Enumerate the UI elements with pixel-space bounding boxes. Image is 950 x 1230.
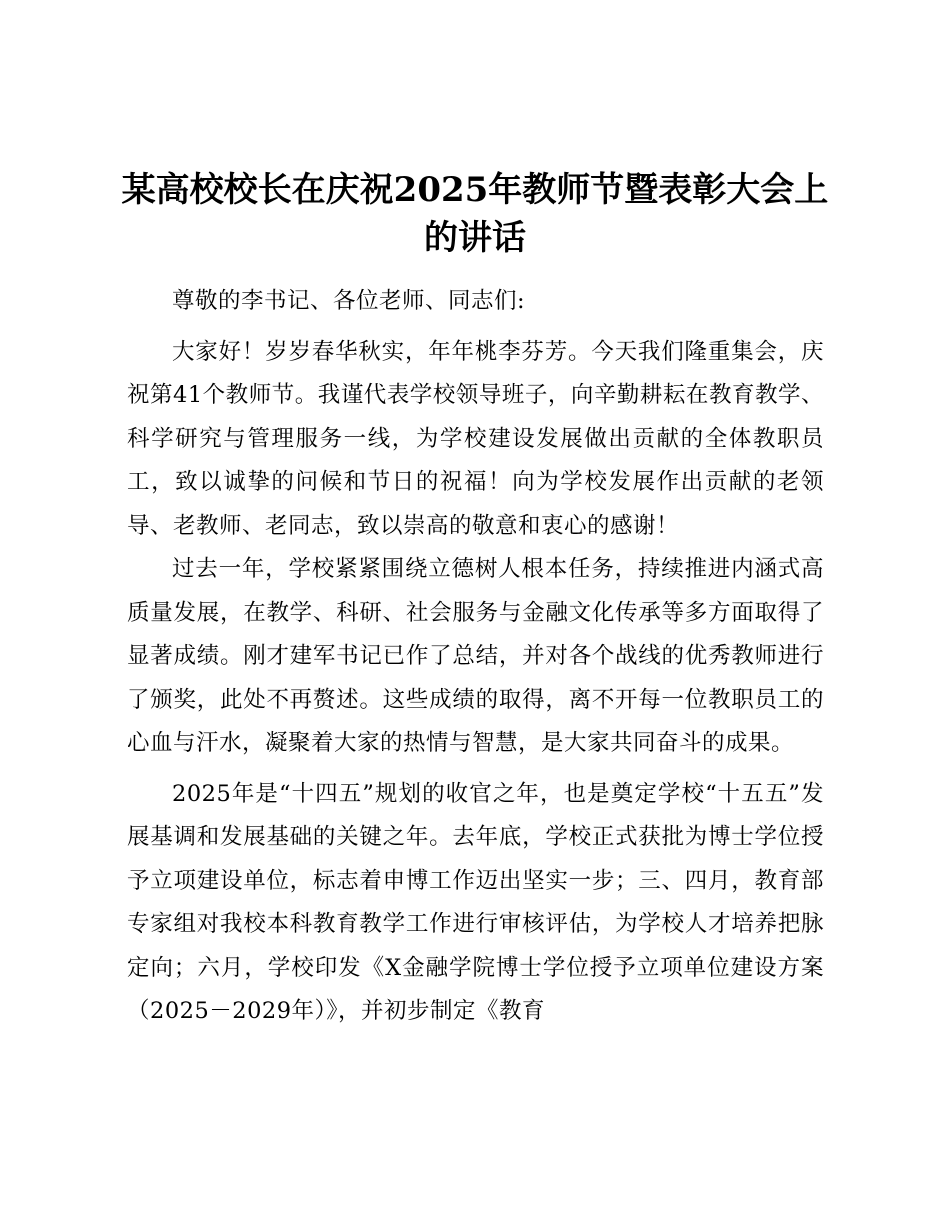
paragraph-achievements: 过去一年，学校紧紧围绕立德树人根本任务，持续推进内涵式高质量发展，在教学、科研、社会服务与金融文化传承等多方面取得了显著成绩。刚才建军书记已作了总结，并对各个战线的优秀教师进行了颁奖，此处不再赘述。这些成绩的取得，离不开每一位教职员工的心血与汗水，凝聚着大家的热情与智慧，是大家共同奋斗的成果。 <box>127 556 824 756</box>
speech-title: 某高校校长在庆祝2025年教师节暨表彰大会上的讲话 <box>121 170 829 258</box>
speech-body <box>127 280 824 1034</box>
paragraph-2025-plan: 2025年是“十四五”规划的收官之年，也是奠定学校“十五五”发展基调和发展基础的关键之年。去年底，学校正式获批为博士学位授予立项建设单位，标志着申博工作迈出坚实一步；三、四月，教育部专家组对我校本科教育教学工作进行审核评估，为学校人才培养把脉定向；六月，学校印发《X金融学院博士学位授予立项单位建设方案（2025－2029年）》，并初步制定《教育 <box>127 780 824 1024</box>
salutation: 尊敬的李书记、各位老师、同志们: <box>172 288 526 314</box>
paragraph-greeting: 大家好！岁岁春华秋实，年年桃李芬芳。今天我们隆重集会，庆祝第41个教师节。我谨代表学校领导班子，向辛勤耕耘在教育教学、科学研究与管理服务一线，为学校建设发展做出贡献的全体教职员工，致以诚挚的问候和节日的祝福！向为学校发展作出贡献的老领导、老教师、老同志，致以崇高的敬意和衷心的感谢！ <box>127 338 824 539</box>
